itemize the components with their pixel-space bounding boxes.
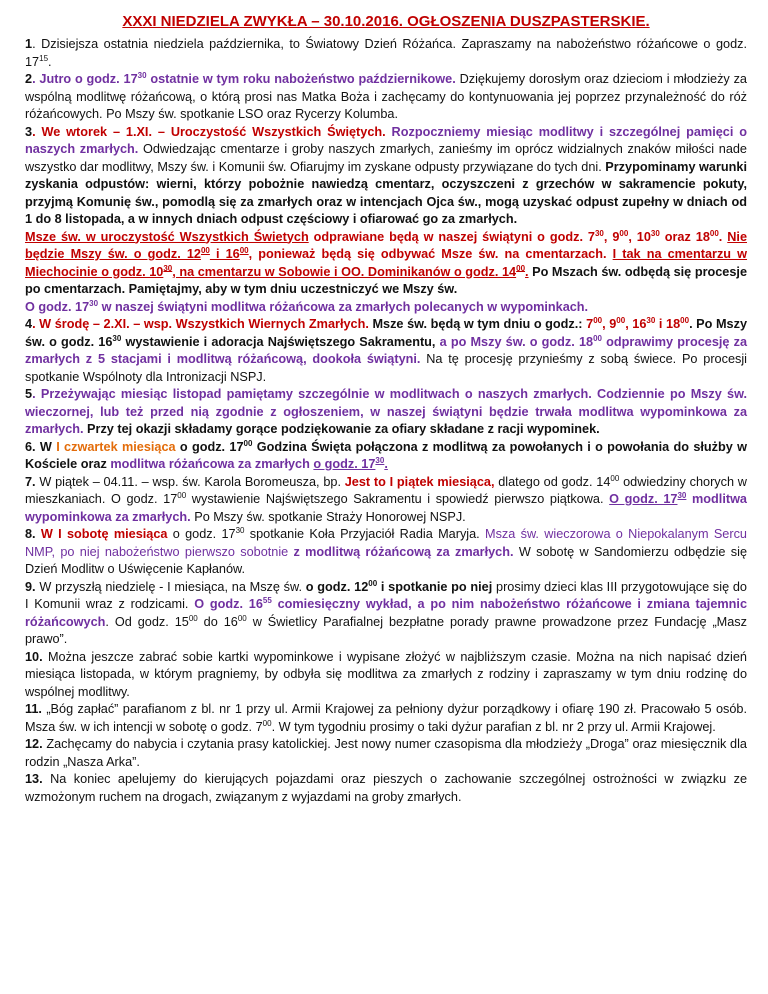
text-run: . W tym tygodniu prosimy o taki dyżur parafian z bl. nr 2 przy ul. Armii Krajowej. (271, 719, 716, 734)
text-run: 6. W (25, 439, 57, 454)
text-run: Na tę procesję przynieśmy z sobą świece. Po procesji spotkanie Wspólnoty dla Intronizacji NSPJ. (25, 352, 747, 384)
text-run: i spotkanie po niej (377, 579, 493, 594)
time-superscript: 30 (137, 70, 147, 80)
text-run: 7 (586, 317, 594, 331)
time-superscript: 00 (177, 490, 187, 500)
text-run: do 16 (197, 614, 238, 629)
announcement-11 (25, 701, 747, 736)
text-run: I czwartek miesiąca (56, 439, 176, 454)
text-run: wystawienie i adoracja Najświętszego Sakramentu, (121, 334, 436, 349)
text-run: 11. (25, 702, 42, 716)
text-run: Nie będzie Mszy św. o godz. 12 (25, 229, 747, 261)
announcement-1 (25, 36, 747, 71)
text-run: Msze św. w uroczystość Wszystkich Świetych (25, 229, 309, 244)
text-run: 3 (25, 124, 33, 139)
text-run: Można jeszcze zabrać sobie kartki wypominkowe i wypisane złożyć w najbliższym czasie. Można na nich napisać dzień miesiąca listopada, w którym pragniemy, by odbyła się modlitwa za zmarłych z rodziny i zapraszamy w tym dniu rodzinę do wspólnej modlitwy. (25, 649, 747, 699)
text-run: , 9 (602, 317, 617, 331)
text-run: 10. (25, 649, 43, 664)
text-run: 2 (25, 72, 33, 86)
text-run: 7. (25, 474, 36, 489)
announcement-3-rosary (25, 299, 747, 317)
announcement-4 (25, 316, 747, 386)
time-superscript: 00 (593, 315, 603, 325)
time-superscript: 00 (239, 245, 249, 255)
announcement-8 (25, 526, 747, 579)
time-superscript: 15 (39, 53, 49, 63)
text-run: . Jutro o godz. 17 (32, 72, 138, 86)
announcement-5 (25, 386, 747, 439)
text-run: dlatego od godz. 14 (494, 474, 611, 489)
text-run: Jest to I piątek miesiąca, (344, 474, 495, 489)
text-run: modlitwa różańcowa za zmarłych (110, 457, 314, 471)
time-superscript: 30 (112, 333, 122, 343)
text-run: o godz. 17 (167, 527, 236, 541)
text-run: w naszej świątyni modlitwa różańcowa za zmarłych polecanych w wypominkach. (98, 299, 589, 314)
text-run: O godz. 17 (25, 299, 90, 314)
text-run: , ponieważ będą się odbywać Msze św. na cmentarzach. (248, 247, 613, 261)
text-run: 12. (25, 737, 43, 751)
announcement-3 (25, 124, 747, 229)
text-run: 5 (25, 387, 33, 401)
time-superscript: 00 (188, 613, 198, 623)
text-run: . We wtorek – 1.XI. – Uroczystość Wszystkich Świętych. (32, 124, 386, 139)
text-run: odprawiane będą w naszej świątyni o godz. 7 (308, 229, 595, 244)
text-run: Zachęcamy do nabycia i czytania prasy katolickiej. Jest nowy numer czasopisma dla młodzieży „Droga” oraz miesięcznik dla rodzin „Nasza Arka”. (25, 737, 747, 769)
text-run: , 16 (625, 317, 647, 331)
time-superscript: 00 (262, 718, 272, 728)
text-run: z modlitwą różańcową za zmarłych. (288, 544, 514, 559)
time-superscript: 00 (593, 333, 602, 343)
text-run: odwiedziny chorych w mieszkaniach. O godz. 17 (25, 474, 747, 506)
announcement-3-masses (25, 229, 747, 299)
time-superscript: 00 (616, 315, 626, 325)
time-superscript: 00 (243, 438, 253, 448)
announcement-2 (25, 71, 747, 124)
text-run: O godz. 16 (194, 597, 263, 611)
text-run: Przypominamy warunki zyskania odpustów: wierni, którzy pobożnie nawiedzą cmentarz, oczyszczeni z grzechów w sakramencie pokuty, przyjmą Komunię św., pomodlą się za zmarłych oraz w intencjach Ojca św., mogą uzyskać odpust zupełny w dniach od 1 do 8 listopada, a w innych dniach odpust częściowy i ofiarować go za zmarłych. (25, 159, 747, 226)
text-run: prosimy dzieci klas III przygotowujące się do I Komunii wraz z rodzicami. (25, 579, 747, 611)
time-superscript: 30 (163, 263, 173, 273)
text-run: 1 (25, 37, 33, 51)
text-run: oraz 18 (659, 229, 710, 244)
text-run: I tak na cmentarzu w Miechocinie o godz. 10 (25, 247, 748, 279)
time-superscript: 00 (368, 578, 378, 588)
text-run: o godz. 17 (175, 439, 244, 454)
text-run: wystawienie Najświętszego Sakramentu i spowiedź pierwszo piątkowa. (186, 492, 610, 506)
text-run: Dziękujemy dorosłym oraz dzieciom i młodzieży za wspólną modlitwę różańcową, o którą prosi nas Matka Boża i zachęcamy do kontynuowania jej poprzez przynależność do róż różańcowych. Po Mszy św. spotkanie LSO oraz Rycerzy Kolumba. (25, 72, 747, 121)
time-superscript: 00 (619, 228, 629, 238)
time-superscript: 30 (235, 525, 245, 535)
text-run: a po Mszy św. o godz. 18 (435, 334, 594, 349)
text-run: . Po Mszy św. o godz. 16 (25, 317, 748, 349)
text-run: Na koniec apelujemy do kierujących pojazdami oraz pieszych o zachowanie szczególnej ostrożności w związku ze wzmożonym ruchem na drogach, związanym z wyjazdami na groby zmarłych. (25, 772, 747, 804)
announcements-list (25, 36, 747, 806)
text-run: . W środę – 2.XI. – wsp. Wszystkich Wiernych Zmarłych. (32, 317, 369, 331)
announcement-6 (25, 439, 747, 474)
text-run: W I sobotę miesiąca (35, 527, 168, 541)
text-run: Msze św. będą w tym dniu o godz.: (368, 317, 587, 331)
time-superscript: 30 (650, 228, 660, 238)
text-run: 8. (25, 527, 36, 541)
announcement-7 (25, 474, 747, 527)
text-run: 13. (25, 772, 43, 786)
text-run: . (718, 229, 728, 244)
text-run: spotkanie Koła Przyjaciół Radia Maryja. (244, 527, 485, 541)
text-run: odprawimy procesję za zmarłych z 5 stacjami i modlitwą różańcową, dookoła świątyni. (25, 334, 748, 366)
announcement-10 (25, 649, 747, 702)
text-run: Przy tej okazji składamy gorące podziękowanie za ofiary składane z racji wypominek. (83, 422, 600, 436)
announcement-9 (25, 579, 747, 649)
page-title: XXXI NIEDZIELA ZWYKŁA – 30.10.2016. OGŁOSZENIA DUSZPASTERSKIE. (122, 13, 650, 30)
text-run: 4 (25, 317, 33, 331)
time-superscript: 30 (646, 315, 656, 325)
time-superscript: 30 (677, 490, 687, 500)
announcement-13 (25, 771, 747, 806)
text-run: W sobotę w Sandomierzu odbędzie się Dzień Modlitw o Uświęcenie Kapłanów. (25, 544, 748, 576)
text-run: Odwiedzając cmentarze i groby naszych zmarłych, zanieśmy im oprócz widzialnych znaków miłości nade wszystko dar modlitwy, Mszy św. i Komunii św. Ofiarujmy im zyskane odpusty przywiązane do tych dni. (25, 142, 747, 174)
text-run: . (525, 264, 529, 279)
text-run: „Bóg zapłać” parafianom z bl. nr 1 przy ul. Armii Krajowej za pełniony dyżur porządkowy i ofiarę 190 zł. Pracowało 5 osób. Msza św. w ich intencji w sobotę o godz. 7 (25, 702, 747, 734)
text-run: W przyszłą niedzielę - I miesiąca, na Mszę św. (35, 579, 306, 594)
text-run: . Od godz. 15 (105, 614, 189, 629)
time-superscript: 00 (709, 228, 719, 238)
text-run: , na cmentarzu w Sobowie i OO. Dominikanów o godz. 14 (172, 264, 517, 279)
text-run: o godz. 17 (313, 457, 376, 471)
text-run: . (48, 54, 52, 69)
text-run: Msza św. wieczorowa o Niepokalanym Sercu NMP, po niej nabożeństwo pierwszo sobotnie (25, 527, 747, 559)
time-superscript: 00 (516, 263, 526, 273)
text-run: i 18 (655, 317, 681, 331)
time-superscript: 55 (262, 595, 272, 605)
time-superscript: 00 (200, 245, 210, 255)
time-superscript: 00 (610, 473, 620, 483)
time-superscript: 00 (680, 315, 690, 325)
time-superscript: 30 (375, 455, 385, 465)
announcement-12 (25, 736, 747, 771)
text-run: w Świetlicy Parafialnej bezpłatne porady prawne prowadzone przez Fundację „Masz prawo”. (25, 614, 747, 646)
text-run: Po Mszach św. odbędą się procesje po cmentarzach. Pamiętajmy, aby w tym dniu uczestniczyć we Mszy św. (25, 264, 748, 296)
text-run: . Dzisiejsza ostatnia niedziela października, to Światowy Dzień Różańca. Zapraszamy na nabożeństwo różańcowe o godz. 17 (25, 37, 747, 69)
text-run: . (384, 457, 388, 471)
text-run: o godz. 12 (305, 579, 369, 594)
text-run: , 10 (628, 229, 651, 244)
text-run: Godzina Święta połączona z modlitwą za powołanych i o powołania do służby w Kościele oraz (25, 439, 748, 471)
time-superscript: 30 (594, 228, 604, 238)
text-run: W piątek – 04.11. – wsp. św. Karola Boromeusza, bp. (35, 474, 345, 489)
text-run: , 9 (603, 229, 620, 244)
text-run: ostatnie w tym roku nabożeństwo październikowe. (146, 72, 456, 86)
text-run: O godz. 17 (609, 492, 678, 506)
text-run: 9. (25, 579, 36, 594)
text-run: Rozpoczniemy miesiąc modlitwy i szczególnej pamięci o naszych zmarłych. (25, 124, 747, 156)
time-superscript: 00 (237, 613, 247, 623)
time-superscript: 30 (89, 298, 99, 308)
text-run: i 16 (209, 247, 240, 261)
text-run: . Przeżywając miesiąc listopad pamiętamy szczególnie w modlitwach o naszych zmarłych. Codziennie po Mszy św. wieczornej, lub też przed nią zgodnie z ogłoszeniem, w naszej świątyni będzie trwała modlitwa wypominkowa za zmarłych. (25, 387, 747, 436)
text-run: comiesięczny wykład, a po nim nabożeństwo różańcowe i zmiana tajemnic różańcowych (25, 597, 748, 629)
text-run: modlitwa wypominkowa za zmarłych. (25, 492, 747, 524)
text-run: Po Mszy św. spotkanie Straży Honorowej NSPJ. (190, 509, 466, 524)
